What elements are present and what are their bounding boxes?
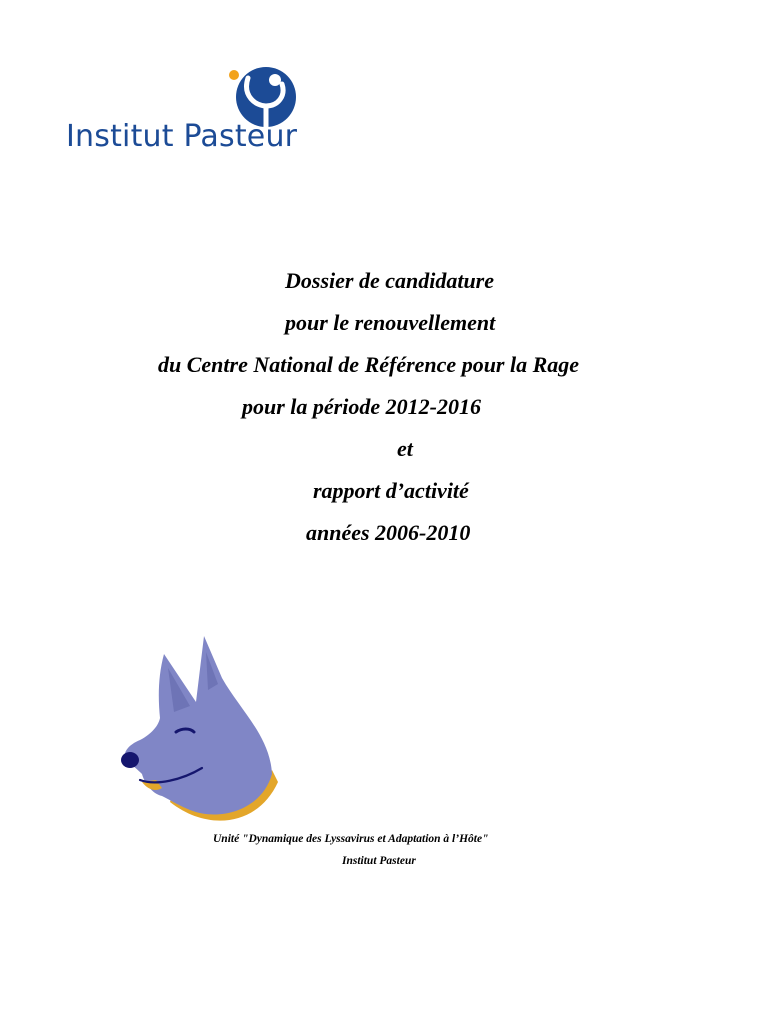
institut-pasteur-logo bbox=[64, 66, 304, 162]
credit-unit: Unité "Dynamique des Lyssavirus et Adaptation à l’Hôte" bbox=[213, 833, 489, 845]
title-line-3: du Centre National de Référence pour la Rage bbox=[158, 352, 580, 377]
dog-head-illustration-icon bbox=[112, 632, 292, 832]
title-line-2: pour le renouvellement bbox=[285, 310, 496, 335]
title-line-4: pour la période 2012-2016 bbox=[242, 394, 481, 419]
title-line-6: rapport d’activité bbox=[313, 478, 469, 503]
title-line-5: et bbox=[397, 436, 413, 461]
title-line-7: années 2006-2010 bbox=[306, 520, 471, 545]
credit-institute: Institut Pasteur bbox=[342, 855, 416, 867]
logo-text: Institut Pasteur bbox=[66, 119, 298, 154]
title-line-1: Dossier de candidature bbox=[285, 268, 494, 293]
